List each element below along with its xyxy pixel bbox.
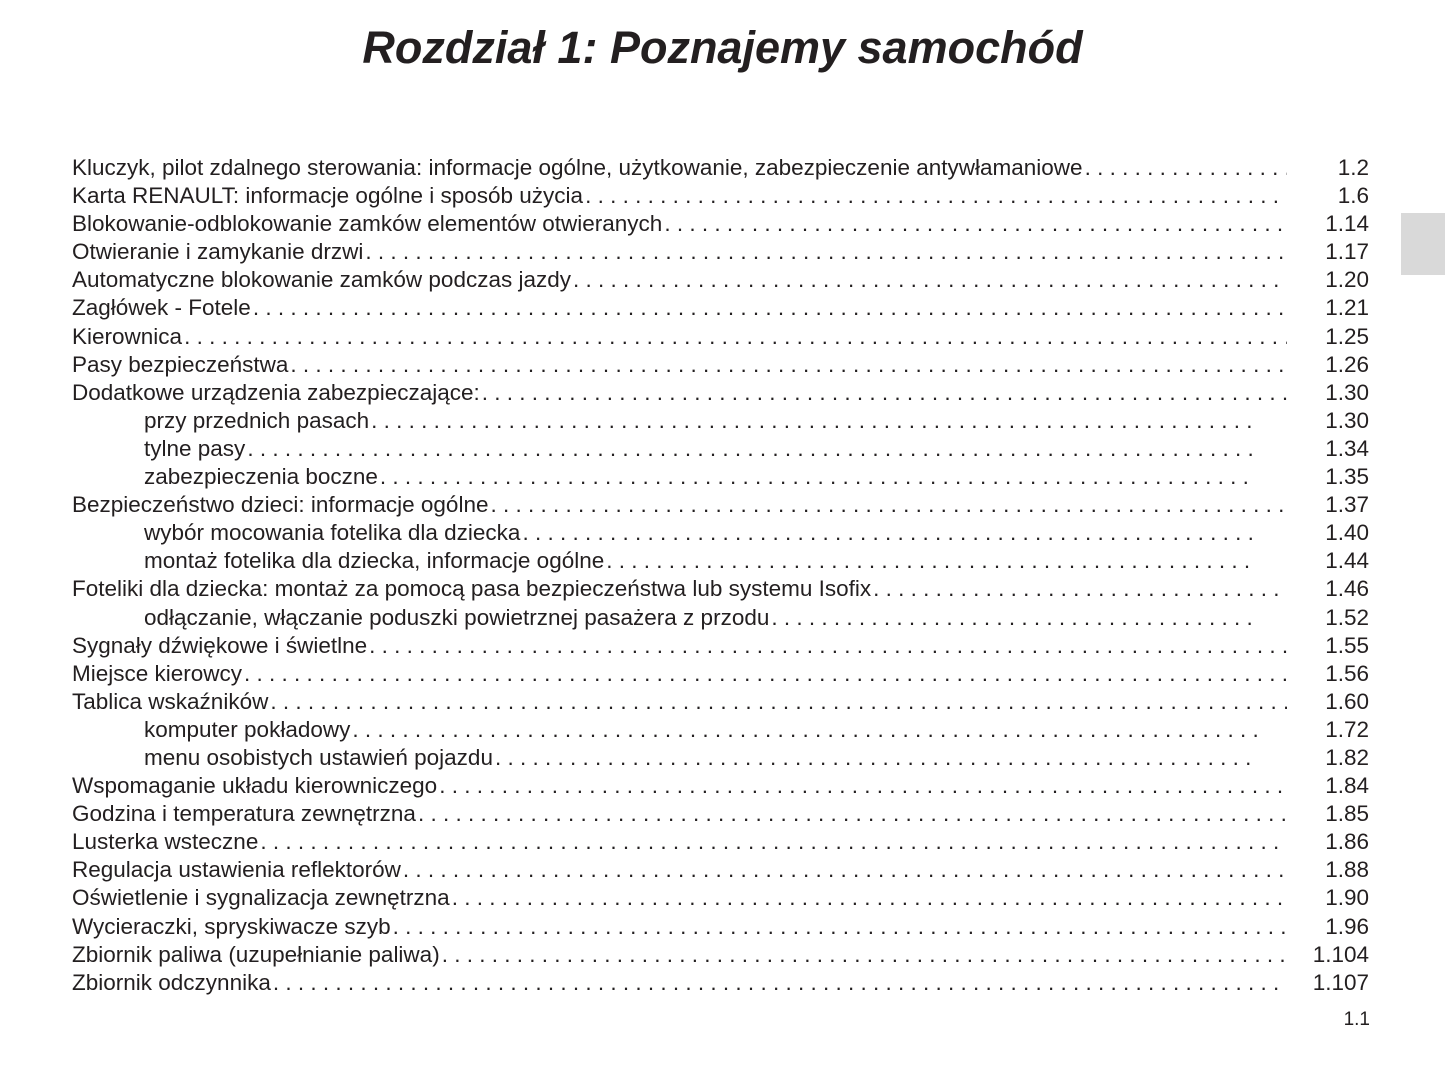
toc-entry-label: Tablica wskaźników [72,688,269,714]
chapter-side-tab [1401,213,1445,275]
toc-dot-leader [244,660,1287,688]
toc-entry-page: 1.104 [1312,941,1369,967]
toc-entry-page: 1.84 [1325,773,1369,799]
toc-dot-leader [371,407,1257,435]
toc-dot-leader [270,688,1287,716]
toc-entry-page: 1.96 [1325,913,1369,939]
toc-dot-leader [495,744,1257,772]
toc-entry-page: 1.6 [1337,183,1369,209]
toc-entry[interactable] [72,294,1369,322]
toc-dot-leader [452,884,1287,912]
toc-entry-page: 1.46 [1325,576,1369,602]
toc-dot-leader [439,772,1287,800]
toc-entry-page: 1.14 [1325,211,1369,237]
toc-entry-label: Miejsce kierowcy [72,660,243,686]
toc-entry[interactable] [72,463,1369,491]
toc-entry-page: 1.90 [1325,885,1369,911]
toc-entry[interactable] [72,435,1369,463]
toc-entry-label: zabezpieczenia boczne [144,464,378,490]
toc-entry-page: 1.56 [1325,660,1369,686]
toc-entry[interactable] [72,660,1369,688]
toc-dot-leader [253,294,1287,322]
toc-entry[interactable] [72,351,1369,379]
toc-entry[interactable] [72,238,1369,266]
toc-entry[interactable] [72,182,1369,210]
toc-entry[interactable] [72,407,1369,435]
toc-entry-label: Foteliki dla dziecka: montaż za pomocą pasa bezpieczeństwa lub systemu Isofix [72,576,872,602]
toc-entry-label: Wspomaganie układu kierowniczego [72,773,438,799]
toc-entry-page: 1.30 [1325,379,1369,405]
toc-dot-leader [606,547,1257,575]
toc-entry-label: Wycieraczki, spryskiwacze szyb [72,913,391,939]
toc-entry-page: 1.107 [1312,969,1369,995]
toc-entry[interactable] [72,210,1369,238]
toc-entry-label: Regulacja ustawienia reflektorów [72,857,401,883]
toc-entry-label: przy przednich pasach [144,407,370,433]
toc-entry[interactable] [72,379,1369,407]
toc-entry-label: menu osobistych ustawień pojazdu [144,744,493,770]
toc-entry-label: Automatyczne blokowanie zamków podczas jazdy [72,267,571,293]
toc-entry-page: 1.20 [1325,267,1369,293]
toc-dot-leader [490,491,1287,519]
toc-entry-label: Sygnały dźwiękowe i świetlne [72,632,368,658]
toc-entry-label: Otwieranie i zamykanie drzwi [72,239,364,265]
toc-entry-page: 1.60 [1325,688,1369,714]
toc-entry[interactable] [72,604,1369,632]
toc-entry[interactable] [72,519,1369,547]
toc-entry-label: montaż fotelika dla dziecka, informacje ogólne [144,548,605,574]
table-of-contents [72,154,1369,997]
toc-entry-page: 1.26 [1325,351,1369,377]
toc-entry[interactable] [72,800,1369,828]
toc-dot-leader [771,604,1257,632]
toc-entry-page: 1.52 [1325,604,1369,630]
toc-entry-page: 1.88 [1325,857,1369,883]
toc-entry[interactable] [72,941,1369,969]
toc-dot-leader [1085,154,1287,182]
toc-dot-leader [664,210,1287,238]
toc-entry[interactable] [72,772,1369,800]
toc-entry[interactable] [72,323,1369,351]
page-number: 1.1 [1343,1009,1370,1030]
toc-dot-leader [365,238,1287,266]
toc-entry-label: Zbiornik odczynnika [72,969,271,995]
toc-entry-label: Bezpieczeństwo dzieci: informacje ogólne [72,492,489,518]
toc-dot-leader [393,913,1287,941]
toc-entry-label: Lusterka wsteczne [72,829,259,855]
toc-dot-leader [573,266,1287,294]
toc-entry-label: Karta RENAULT: informacje ogólne i sposób użycia [72,183,584,209]
toc-entry-page: 1.30 [1325,407,1369,433]
toc-dot-leader [403,856,1287,884]
toc-entry-label: Dodatkowe urządzenia zabezpieczające: [72,379,480,405]
toc-entry[interactable] [72,744,1369,772]
toc-entry-page: 1.35 [1325,464,1369,490]
toc-dot-leader [873,575,1287,603]
toc-entry[interactable] [72,884,1369,912]
toc-entry[interactable] [72,575,1369,603]
toc-entry-label: komputer pokładowy [144,716,351,742]
toc-dot-leader [260,828,1287,856]
toc-entry[interactable] [72,632,1369,660]
toc-dot-leader [380,463,1257,491]
toc-entry-label: Godzina i temperatura zewnętrzna [72,801,416,827]
toc-entry-label: Kierownica [72,323,183,349]
toc-entry-page: 1.44 [1325,548,1369,574]
toc-dot-leader [352,716,1257,744]
toc-entry-label: Zagłówek - Fotele [72,295,251,321]
toc-entry-page: 1.34 [1325,435,1369,461]
toc-dot-leader [369,632,1287,660]
toc-entry[interactable] [72,969,1369,997]
toc-entry-label: Blokowanie-odblokowanie zamków elementów otwieranych [72,211,663,237]
toc-entry-page: 1.40 [1325,520,1369,546]
toc-entry[interactable] [72,856,1369,884]
toc-entry-label: tylne pasy [144,435,246,461]
toc-entry[interactable] [72,491,1369,519]
toc-entry-label: Pasy bezpieczeństwa [72,351,289,377]
toc-dot-leader [273,969,1287,997]
toc-entry-page: 1.17 [1325,239,1369,265]
toc-entry-label: Zbiornik paliwa (uzupełnianie paliwa) [72,941,440,967]
toc-entry-label: Oświetlenie i sygnalizacja zewnętrzna [72,885,450,911]
chapter-title: Rozdział 1: Poznajemy samochód [362,22,1083,73]
toc-dot-leader [418,800,1287,828]
toc-entry[interactable] [72,154,1369,182]
toc-entry-page: 1.21 [1325,295,1369,321]
toc-entry-page: 1.2 [1337,155,1369,180]
toc-dot-leader [442,941,1287,969]
toc-dot-leader [247,435,1257,463]
toc-dot-leader [482,379,1287,407]
toc-entry-page: 1.55 [1325,632,1369,658]
toc-entry-page: 1.37 [1325,492,1369,518]
toc-entry[interactable] [72,547,1369,575]
toc-entry-page: 1.25 [1325,323,1369,349]
toc-entry-page: 1.85 [1325,801,1369,827]
toc-dot-leader [522,519,1257,547]
toc-entry[interactable] [72,266,1369,294]
toc-dot-leader [184,323,1287,351]
toc-entry-page: 1.82 [1325,744,1369,770]
toc-entry[interactable] [72,688,1369,716]
toc-entry-label: odłączanie, włączanie poduszki powietrznej pasażera z przodu [144,604,770,630]
toc-entry-page: 1.86 [1325,829,1369,855]
toc-entry-label: wybór mocowania fotelika dla dziecka [144,520,521,546]
toc-dot-leader [585,182,1287,210]
toc-entry[interactable] [72,913,1369,941]
toc-entry[interactable] [72,828,1369,856]
toc-entry-page: 1.72 [1325,716,1369,742]
toc-entry[interactable] [72,716,1369,744]
toc-dot-leader [290,351,1287,379]
toc-entry-label: Kluczyk, pilot zdalnego sterowania: informacje ogólne, użytkowanie, zabezpieczenie antywłamaniowe [72,155,1083,180]
